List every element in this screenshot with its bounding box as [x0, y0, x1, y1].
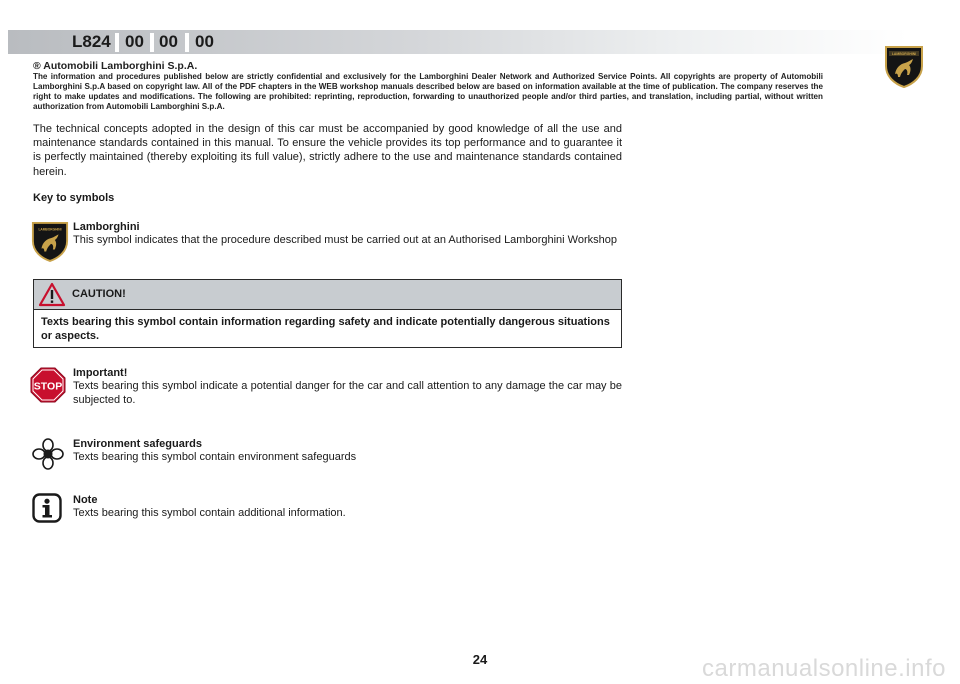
important-title: Important! — [73, 367, 128, 379]
page-number: 24 — [472, 652, 488, 667]
info-note-icon — [32, 493, 62, 523]
note-title: Note — [73, 494, 98, 506]
caution-box — [33, 279, 622, 348]
copyright-text: The information and procedures published below are strictly confidential and exclusively for the Lamborghini Dealer Network and Authorized Service Points. All copyrights are property of Automobili Lamborghini S.p.A based on copyright law. All of the PDF chapters in the WEB workshop manuals described below are based on information available at the time of publication. The company reserves the right to make updates and modifications. The following are prohibited: reprinting, reproduction, forwarding to unauthorized people and/or third parties, and translation, including partial, without written authorization from Automobili Lamborghini S.p.A. — [33, 72, 823, 111]
lamborghini-symbol-title: Lamborghini — [73, 221, 140, 233]
lamborghini-logo-icon — [884, 44, 924, 88]
key-to-symbols-heading: Key to symbols — [33, 192, 115, 204]
important-text: Texts bearing this symbol indicate a potential danger for the car and call attention to any damage the car may be subjected to. — [73, 380, 622, 407]
environment-title: Environment safeguards — [73, 438, 202, 450]
important-symbol-block — [73, 367, 622, 407]
section-code: 00 — [195, 32, 214, 51]
lamborghini-shield-icon — [31, 220, 69, 262]
code-separator — [115, 33, 119, 52]
caution-title: CAUTION! — [72, 288, 126, 300]
logo-text: LAMBORGHINI — [891, 52, 917, 56]
flower-environment-icon — [31, 437, 65, 471]
note-text: Texts bearing this symbol contain additional information. — [73, 507, 346, 519]
watermark: carmanualsonline.info — [702, 655, 946, 682]
environment-symbol-block — [73, 438, 622, 464]
lamborghini-symbol-block — [73, 221, 622, 247]
environment-text: Texts bearing this symbol contain environment safeguards — [73, 451, 357, 463]
intro-paragraph: The technical concepts adopted in the design of this car must be accompanied by good knowledge of all the use and maintenance standards contained in this manual. To ensure the vehicle provides its top performance and to guarantee it is perfectly maintained (thereby exploiting its full value), strictly adhere to the use and maintenance standards contained herein. — [33, 123, 622, 178]
subgroup-code: 00 — [159, 32, 178, 51]
note-symbol-block — [73, 494, 622, 520]
caution-header — [34, 280, 621, 310]
copyright-title: ® Automobili Lamborghini S.p.A. — [33, 60, 198, 72]
manual-code: L824 — [72, 32, 111, 51]
caution-text: Texts bearing this symbol contain information regarding safety and indicate potentially dangerous situations or aspects. — [41, 316, 610, 342]
code-separator — [150, 33, 154, 52]
group-code: 00 — [125, 32, 144, 51]
lamborghini-symbol-text: This symbol indicates that the procedure described must be carried out at an Authorised Lamborghini Workshop — [73, 234, 617, 246]
shield-text: LAMBORGHINI — [38, 227, 62, 232]
stop-sign-icon — [30, 367, 66, 403]
warning-triangle-icon — [38, 282, 66, 307]
code-separator — [185, 33, 189, 52]
copyright-notice — [33, 60, 823, 112]
stop-label: STOP — [33, 380, 63, 393]
